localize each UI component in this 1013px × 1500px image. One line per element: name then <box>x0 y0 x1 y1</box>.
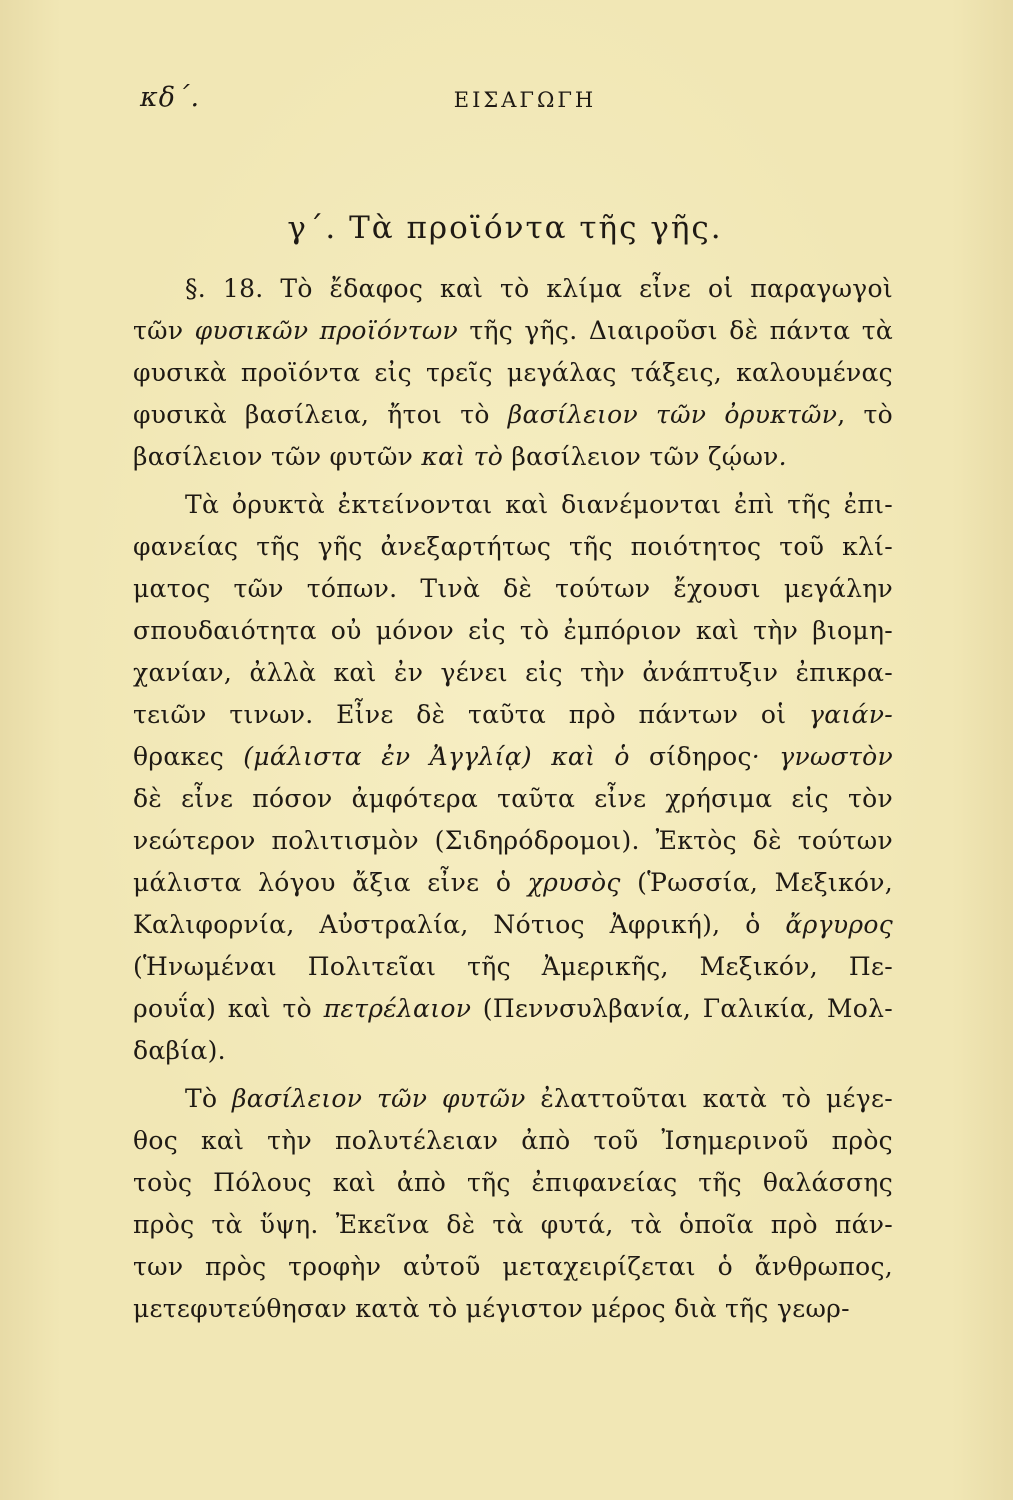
text-line <box>133 1162 893 1204</box>
text-line <box>133 946 893 988</box>
text-line <box>133 862 893 904</box>
text-line <box>133 988 893 1030</box>
text-line <box>133 1204 893 1246</box>
text-segment: φυσικὰ βασίλεια, ἤτοι τὸ <box>133 400 508 429</box>
text-segment: τῆς γῆς. Διαιροῦσι δὲ πάντα τὰ <box>458 316 894 345</box>
text-segment: τειῶν τινων. Εἶνε δὲ ταῦτα πρὸ πάντων οἱ <box>133 700 810 729</box>
running-head: ΕΙΣΑΓΩΓΗ <box>453 88 597 112</box>
text-line <box>133 1030 893 1072</box>
text-line <box>133 268 893 310</box>
text-line <box>133 568 893 610</box>
text-line <box>133 436 893 478</box>
text-segment: των πρὸς τροφὴν αὐτοῦ μεταχειρίζεται ὁ ἄνθρωπος, <box>133 1252 893 1281</box>
text-line <box>133 394 893 436</box>
text-segment: (Ῥωσσία, Μεξικόν, <box>620 868 894 897</box>
text-segment: Τὸ <box>185 1084 233 1113</box>
text-line <box>133 610 893 652</box>
italic-term: χρυσὸς <box>527 868 621 897</box>
text-segment: τῶν <box>133 316 195 345</box>
text-line <box>133 1246 893 1288</box>
italic-term: ἄργυρος <box>785 910 893 939</box>
text-segment: Καλιφορνία, Αὐστραλία, Νότιος Ἀφρική), ὁ <box>133 910 786 939</box>
italic-term: καὶ τὸ <box>413 442 512 471</box>
italic-term: πετρέλαιον <box>323 994 472 1023</box>
italic-term: γαιάν- <box>809 700 893 729</box>
text-segment: σίδηρος <box>649 742 752 771</box>
text-line <box>133 484 893 526</box>
text-segment: δὲ εἶνε πόσον ἀμφότερα ταῦτα εἶνε χρήσιμα εἰς τὸν <box>133 784 893 813</box>
text-line <box>133 820 893 862</box>
text-line <box>133 310 893 352</box>
text-segment: φανείας τῆς γῆς ἀνεξαρτήτως τῆς ποιότητος τοῦ κλί- <box>133 532 893 561</box>
text-segment: ἐλαττοῦται κατὰ τὸ μέγε- <box>525 1084 893 1113</box>
italic-term: βασίλειον τῶν φυτῶν <box>232 1084 526 1113</box>
text-segment: βασίλειον τῶν ζῴων <box>511 442 779 471</box>
text-segment: θος καὶ τὴν πολυτέλειαν ἀπὸ τοῦ Ἰσημερινοῦ πρὸς <box>133 1126 893 1155</box>
body-text <box>133 268 893 1330</box>
text-segment: χανίαν, ἀλλὰ καὶ ἐν γένει εἰς τὴν ἀνάπτυξιν ἐπικρα- <box>133 658 893 687</box>
italic-term: (μάλιστα ἐν Ἀγγλίᾳ) καὶ ὁ <box>224 742 649 771</box>
text-line <box>133 694 893 736</box>
text-line <box>133 904 893 946</box>
text-segment: βασίλειον τῶν φυτῶν <box>133 442 414 471</box>
italic-term: . <box>778 442 787 471</box>
text-segment: τοὺς Πόλους καὶ ἀπὸ τῆς ἐπιφανείας τῆς θαλάσσης <box>133 1168 893 1197</box>
text-line <box>133 1288 893 1330</box>
text-segment: (Ἡνωμέναι Πολιτεῖαι τῆς Ἀμερικῆς, Μεξικόν, Πε- <box>133 952 893 981</box>
text-segment: (Πεννσυλβανία, Γαλικία, Μολ- <box>471 994 893 1023</box>
text-segment: μάλιστα λόγου ἄξια εἶνε ὁ <box>133 868 528 897</box>
text-segment: ματος τῶν τόπων. Τινὰ δὲ τούτων ἔχουσι μεγάλην <box>133 574 893 603</box>
text-segment: μετεφυτεύθησαν κατὰ τὸ μέγιστον μέρος διὰ τῆς γεωρ- <box>133 1294 850 1323</box>
text-line <box>133 526 893 568</box>
text-segment: ρουΐα) καὶ τὸ <box>133 994 324 1023</box>
text-line <box>133 1078 893 1120</box>
text-segment: νεώτερον πολιτισμὸν (Σιδηρόδρομοι). Ἐκτὸς δὲ τούτων <box>133 826 893 855</box>
text-line <box>133 1120 893 1162</box>
page-number: κδ΄. <box>140 82 201 113</box>
text-line <box>133 736 893 778</box>
italic-term: βασίλειον τῶν ὀρυκτῶν <box>507 400 838 429</box>
text-segment: θρακες <box>133 742 225 771</box>
text-segment: Τὰ ὀρυκτὰ ἐκτείνονται καὶ διανέμονται ἐπὶ τῆς ἐπι- <box>185 490 893 519</box>
text-line <box>133 652 893 694</box>
text-segment: , τὸ <box>837 400 893 429</box>
text-line <box>133 352 893 394</box>
italic-term: · γνωστὸν <box>751 742 893 771</box>
text-line <box>133 778 893 820</box>
text-segment: φυσικὰ προϊόντα εἰς τρεῖς μεγάλας τάξεις, καλουμένας <box>133 358 893 387</box>
text-segment: δαβία). <box>133 1036 226 1065</box>
italic-term: φυσικῶν προϊόντων <box>194 316 459 345</box>
section-heading: γ΄. Τὰ προϊόντα τῆς γῆς. <box>287 210 723 246</box>
text-segment: §. 18. Τὸ ἔδαφος καὶ τὸ κλίμα εἶνε οἱ παραγωγοὶ <box>185 274 893 303</box>
text-segment: σπουδαιότητα οὐ μόνον εἰς τὸ ἐμπόριον καὶ τὴν βιομη- <box>133 616 893 645</box>
text-segment: πρὸς τὰ ὕψη. Ἐκεῖνα δὲ τὰ φυτά, τὰ ὁποῖα πρὸ πάν- <box>133 1210 893 1239</box>
